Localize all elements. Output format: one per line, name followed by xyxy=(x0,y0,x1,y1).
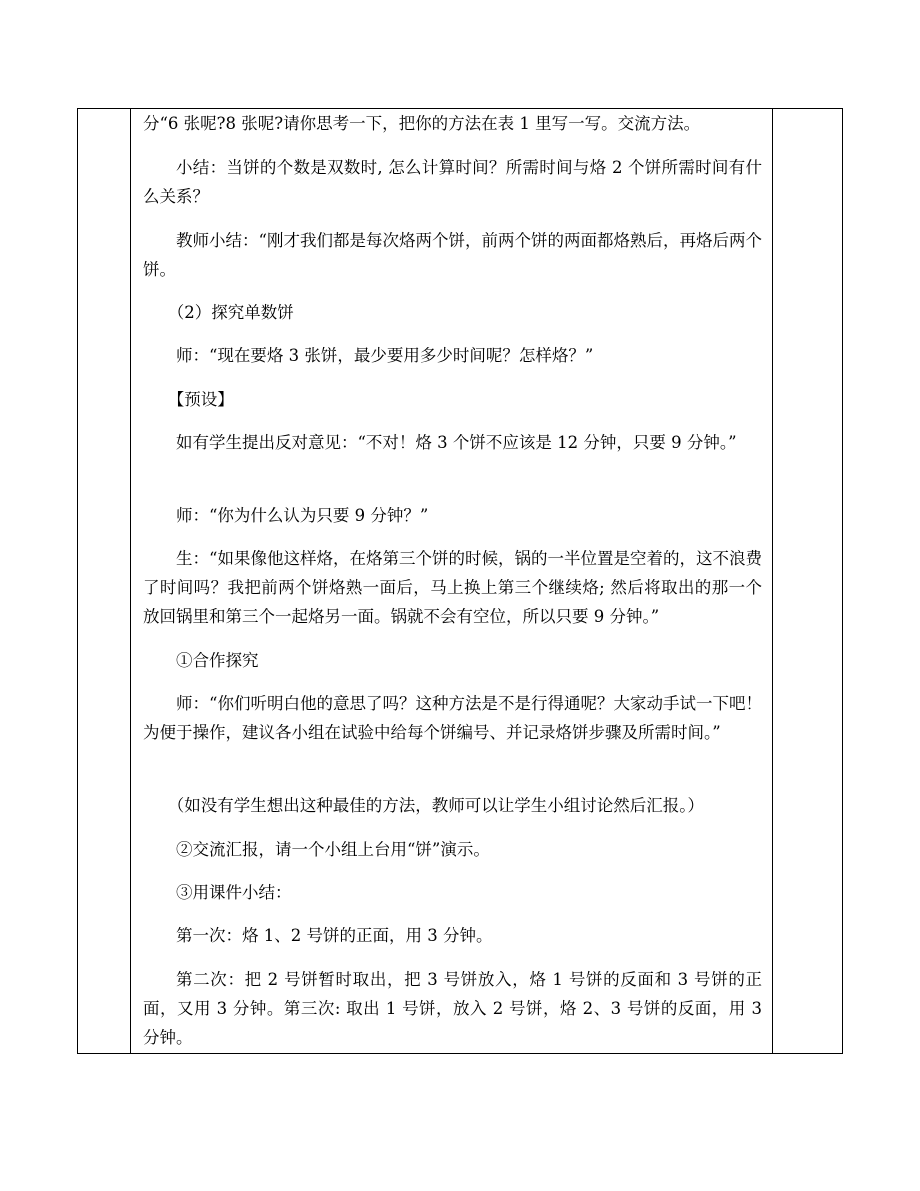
paragraph-10: ①合作探究 xyxy=(176,651,259,670)
table-left-column xyxy=(78,109,131,1053)
paragraph-16: 第二次：把 2 号饼暂时取出，把 3 号饼放入，烙 1 号饼的反面和 3 号饼的正面，又用 3 分钟。第三次: 取出 1 号饼，放入 2 号饼，烙 2、3 号饼的反面，用 3 分钟。 xyxy=(143,970,762,1047)
paragraph-13: ②交流汇报，请一个小组上台用“饼”演示。 xyxy=(176,840,490,859)
paragraph-8: 师：“你为什么认为只要 9 分钟？” xyxy=(176,506,429,525)
paragraph-11: 师：“你们听明白他的意思了吗？这种方法是不是行得通呢？大家动手试一下吧！为便于操作，建议各小组在试验中给每个饼编号、并记录烙饼步骤及所需时间。” xyxy=(143,694,762,742)
paragraph-15: 第一次：烙 1、2 号饼的正面，用 3 分钟。 xyxy=(176,926,493,945)
paragraph-12: （如没有学生想出这种最佳的方法，教师可以让学生小组讨论然后汇报。） xyxy=(167,796,704,815)
paragraph-3: 教师小结：“刚才我们都是每次烙两个饼，前两个饼的两面都烙熟后，再烙后两个饼。 xyxy=(143,231,762,279)
paragraph-5: 师：“现在要烙 3 张饼，最少要用多少时间呢？怎样烙？” xyxy=(176,346,594,365)
paragraph-1: 分“6 张呢?8 张呢?请你思考一下，把你的方法在表 1 里写一写。交流方法。 xyxy=(143,114,701,133)
table-right-column xyxy=(773,109,842,1053)
paragraph-4: （2）探究单数饼 xyxy=(167,303,294,322)
paragraph-9: 生：“如果像他这样烙，在烙第三个饼的时候，锅的一半位置是空着的，这不浪费了时间吗？我把前两个饼烙熟一面后，马上换上第三个继续烙; 然后将取出的那一个放回锅里和第三个一起烙另一面。锅就不会有空位，所以只要 9 分钟。” xyxy=(143,549,762,626)
paragraph-14: ③用课件小结： xyxy=(176,883,292,902)
lesson-table xyxy=(77,108,843,1054)
paragraph-6: 【预设】 xyxy=(167,390,234,409)
paragraph-2: 小结：当饼的个数是双数时, 怎么计算时间？所需时间与烙 2 个饼所需时间有什么关系？ xyxy=(143,158,762,206)
paragraph-7: 如有学生提出反对意见：“不对！烙 3 个饼不应该是 12 分钟，只要 9 分钟。” xyxy=(176,433,737,452)
table-content-column xyxy=(131,109,773,1053)
